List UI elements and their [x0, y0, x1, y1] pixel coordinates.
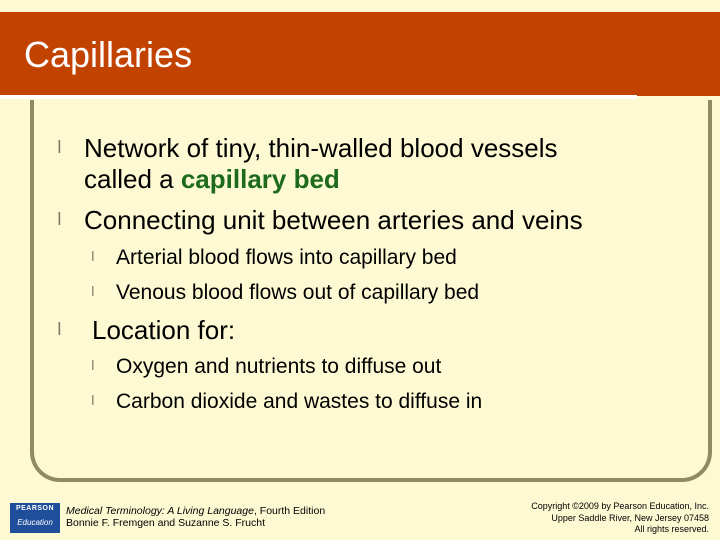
footer-copyright	[531, 501, 709, 536]
slide-title: Capillaries	[24, 34, 193, 75]
bullet-dot-icon: l	[57, 210, 62, 230]
sub-bullet-carbon-dioxide	[91, 389, 483, 415]
sub-bullet-text: Arterial blood flows into capillary bed	[116, 246, 457, 269]
sub-bullet-text: Carbon dioxide and wastes to diffuse in	[116, 390, 483, 413]
bullet-network	[57, 133, 558, 195]
sub-bullet-oxygen	[91, 354, 442, 380]
bullet-dot-icon: l	[57, 138, 62, 158]
pearson-logo	[10, 503, 60, 533]
sub-bullet-text: Venous blood flows out of capillary bed	[116, 281, 480, 304]
bullet-text: Connecting unit between arteries and veins	[84, 205, 583, 235]
footer-book-title: Medical Terminology: A Living Language	[66, 505, 254, 517]
copyright-line-3: All rights reserved.	[634, 524, 709, 534]
sub-bullet-dot-icon: l	[91, 250, 95, 265]
bullet-text-line2	[84, 164, 558, 195]
bullet-text: Location for:	[92, 315, 236, 345]
logo-text-pearson: PEARSON	[15, 505, 55, 512]
sub-bullet-dot-icon: l	[91, 285, 95, 300]
bullet-location	[57, 315, 236, 346]
copyright-line-2: Upper Saddle River, New Jersey 07458	[551, 512, 709, 523]
sub-bullet-dot-icon: l	[91, 359, 95, 374]
footer-citation	[66, 505, 325, 529]
sub-bullet-text: Oxygen and nutrients to diffuse out	[116, 355, 442, 378]
bullet-text-line2-pre: called a	[84, 164, 181, 194]
bullet-dot-icon: l	[57, 320, 62, 340]
copyright-line-1: Copyright ©2009 by Pearson Education, Inc.	[531, 501, 709, 511]
capillary-bed-highlight: capillary bed	[180, 164, 340, 194]
sub-bullet-arterial	[91, 245, 457, 271]
footer-book-edition: , Fourth Edition	[253, 505, 326, 517]
logo-text-education: Education	[17, 518, 53, 527]
bullet-connecting-unit	[57, 205, 583, 236]
bullet-text-line1: Network of tiny, thin-walled blood vessels	[84, 133, 558, 163]
footer-authors: Bonnie F. Fremgen and Suzanne S. Frucht	[66, 517, 266, 529]
sub-bullet-venous	[91, 280, 480, 306]
footer-book-line	[66, 505, 325, 517]
sub-bullet-dot-icon: l	[91, 394, 95, 409]
